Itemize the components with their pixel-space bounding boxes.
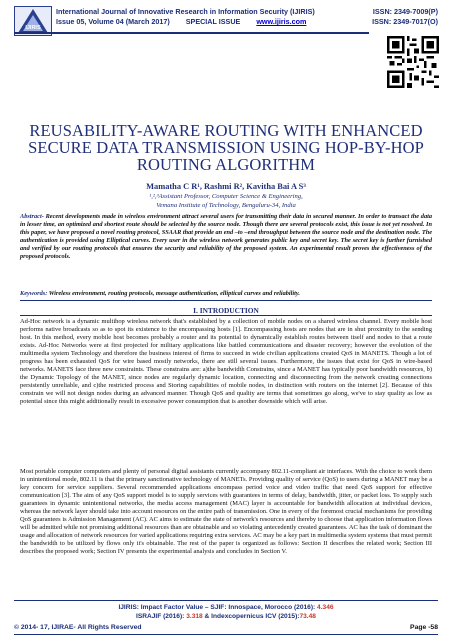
- page-number: Page -58: [410, 624, 438, 631]
- copyright: © 2014- 17, IJIRAE- All Rights Reserved: [14, 624, 142, 631]
- paper-title: REUSABILITY-AWARE ROUTING WITH ENHANCED SECURE DATA TRANSMISSION USING HOP-BY-HOP ROUTING ALGORITHM: [28, 121, 424, 174]
- special-issue-label: SPECIAL ISSUE: [185, 17, 241, 26]
- isra-value: 3.318: [186, 613, 203, 620]
- keywords-divider: [20, 300, 432, 301]
- abstract-label: Abstract-: [20, 213, 44, 220]
- issn-print: ISSN: 2349-7009(P): [372, 7, 438, 16]
- issn-online: ISSN: 2349-7017(O): [372, 17, 438, 26]
- section-heading: I. INTRODUCTION: [193, 306, 259, 315]
- keywords: [20, 290, 432, 297]
- bottom-divider: [14, 634, 438, 635]
- body-paragraph-1: Ad-Hoc network is a dynamic multihop wireless network that's established by a collection of mobile nodes on a shared wireless channel. Every mobile host performs native broadcasts so as to spot its existence to the encompassing hosts [1]. Encompassing hosts are nodes that are in shut proximity to the sending host. In this method, every mobile host becomes probably a router and its potential to dynamically establish routes between itself and nodes to that a route exists. Ad-Hoc Networks were at first projected for military applications like battled communications and disaster recovery; however the evolution of the multimedia system Technology and therefore the business interest of firms to succeed in wide civilian applications created QoS in MANETS. Though a lot of progress has been exhausted QoS for wire based mostly networks, there are still several issues. Furthermore, the issues that exist for QoS in wire-based networks. MANETS face three new constraints. These constrains are: a)the bandwidth Constrains, since a MANET has typically poor bandwidth resources, b) the Dynamic Topology of the MANET, since nodes are regularly dynamic location, connecting and disconnecting from the network creating connections persistently unreliable, and c)the restricted process and Storing capabilities of mobile nodes, in distinction with routers on the internet [2]. Because of this constrain we will not design nodes during an advanced manner. Though QoS and quality are terms that sometimes go along, we've to stay quality as low as potential since this might additionally result in excessive power consumption that is another downside which will arise.: [20, 318, 432, 406]
- section-divider: [20, 315, 432, 316]
- paper-authors: Mamatha C R¹, Rashmi R², Kavitha Bai A S³: [146, 182, 306, 191]
- icv-value: 73.48: [299, 613, 316, 620]
- journal-url-link[interactable]: www.ijiris.com: [256, 17, 307, 26]
- abstract: [20, 213, 432, 260]
- author-affiliation-2: Vemana Institute of Technology, Bengaluru-34, India: [156, 202, 296, 209]
- author-affiliation-1: ¹,²,³Assistant Professor, Computer Science & Engineering,: [149, 193, 303, 200]
- icv-label: & Indexcopernicus ICV (2015):: [202, 613, 300, 620]
- index-line: [0, 613, 452, 620]
- keywords-text: Wireless environment, routing protocols, message authentication, elliptical curves and reliability.: [47, 290, 300, 297]
- isra-label: ISRAJIF (2016):: [136, 613, 187, 620]
- impact-label: IJIRIS: Impact Factor Value – SJIF: Innospace, Morocco (2016):: [118, 604, 318, 611]
- journal-header: [14, 4, 438, 44]
- issue-info: Issue 05, Volume 04 (March 2017): [56, 17, 170, 26]
- logo-text: IJIRIS: [25, 25, 41, 31]
- impact-factor-line: [0, 604, 452, 611]
- body-paragraph-2: Most portable computer computers and plenty of personal digital assistants currently accompany 802.11-compliant air interfaces. With the choice to work them in unintentional mode, 802.11 is that the primary sanctionative technology of MANETs. Providing quality of service (QoS) to users during a MANET may be a key concern for service suppliers. Several recommended applications encompass period voice and video traffic that need QoS support for effective communication [3]. The aim of any QoS support model is to supply services with guarantees in terms of delay, bandwidth, jitter, or packet loss. To supply such guarantees in dynamic unintentional networks, the media access management (MAC) layer is accountable for bandwidth allocation at individual devices, whereas the network layer should take into account resources on the entire path of transmission. One in every of the foremost crucial mechanisms for providing QoS guarantees is Admission Management (AC). AC aims to estimate the state of network's resources and thereby to choose that application information flows will be admitted while not promising additional resources than are obtainable and so violating antecedently created guarantees. AC has the task of dominant the usage and allocation of network resources for varied applications requiring extra services. AC may be a key part in multimedia system systems that must permit the bandwidth to be utilized by flows only it's obtainable. The rest of the paper is organized as follows: Section II describes the related work; Section III describes the proposed work; Section IV presents the experimental analysis and concludes in Section V.: [20, 468, 432, 556]
- issue-line: [56, 17, 320, 26]
- impact-value: 4.346: [317, 604, 334, 611]
- qr-code-icon: [387, 36, 439, 88]
- journal-name: International Journal of Innovative Research in Information Security (IJIRIS): [56, 7, 315, 16]
- footer-divider: [14, 600, 438, 601]
- header-divider: [14, 32, 369, 34]
- abstract-text: Recent developments made in wireless environment attract several users for transmitting their data in secured manner. In order to transact the data in lesser time, an optimized and shortest route should be selected by the source node. Though there are several protocols exist, this issue is not yet resolved. In this paper, we have proposed a novel routing protocol, SSAAR that provide an end –to –end throughput between the source node and the destination node. The authentication is provided using Elliptical curves. Every user in the wireless network generates public key and secret key. The secret key is further furnished and verified by our routing protocols that ensures the security and reliability of the proposed system. An experimental result proves the effectiveness of the proposed protocols.: [20, 213, 432, 260]
- keywords-label: Keywords:: [20, 290, 48, 297]
